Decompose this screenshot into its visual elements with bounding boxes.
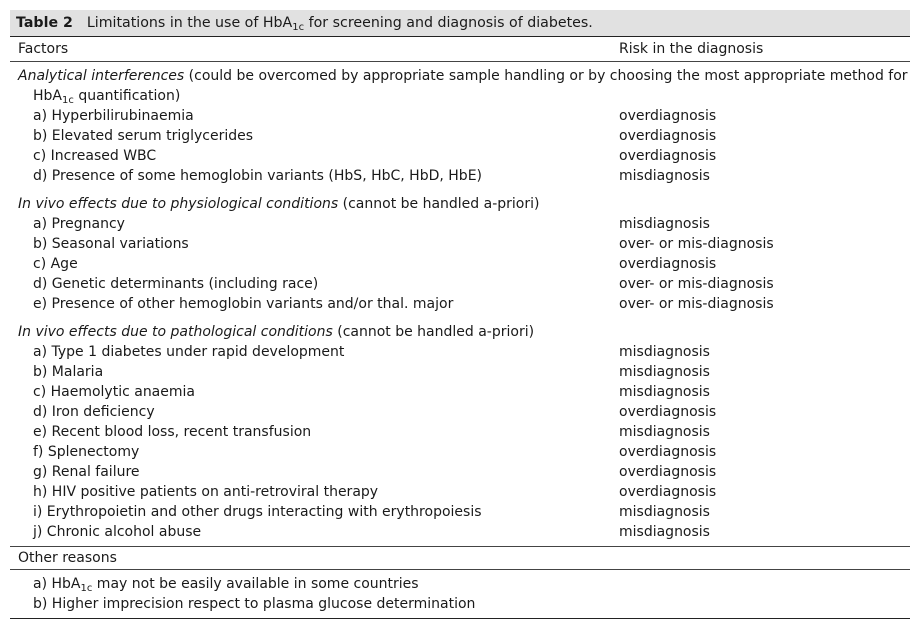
risk-cell: overdiagnosis bbox=[619, 148, 717, 164]
risk-cell: misdiagnosis bbox=[619, 384, 710, 400]
risk-cell: misdiagnosis bbox=[619, 168, 710, 184]
table-row bbox=[10, 294, 910, 314]
risk-cell: misdiagnosis bbox=[619, 504, 710, 520]
limitations-table bbox=[10, 10, 910, 630]
table-row bbox=[10, 126, 910, 146]
risk-cell: overdiagnosis bbox=[619, 128, 717, 144]
table-caption bbox=[10, 10, 910, 36]
table-row bbox=[10, 574, 910, 594]
table-row bbox=[10, 442, 910, 462]
factor-cell: d) Presence of some hemoglobin variants (HbS, HbC, HbD, HbE) bbox=[33, 168, 482, 184]
factor-cell: b) Seasonal variations bbox=[33, 236, 189, 252]
factor-cell: d) Iron deficiency bbox=[33, 404, 155, 420]
risk-cell: overdiagnosis bbox=[619, 484, 717, 500]
table-row bbox=[10, 422, 910, 442]
section-title: In vivo effects due to physiological conditions (cannot be handled a-priori) bbox=[18, 196, 540, 212]
section-pathological bbox=[10, 322, 910, 542]
factor-cell: a) Pregnancy bbox=[33, 216, 125, 232]
risk-cell: misdiagnosis bbox=[619, 424, 710, 440]
section-other-reasons bbox=[10, 547, 910, 614]
factor-cell: i) Erythropoietin and other drugs interacting with erythropoiesis bbox=[33, 504, 482, 520]
factor-cell: g) Renal failure bbox=[33, 464, 140, 480]
table-row bbox=[10, 342, 910, 362]
table-row bbox=[10, 362, 910, 382]
section-physiological bbox=[10, 194, 910, 314]
table-row bbox=[10, 106, 910, 126]
factor-cell: a) Hyperbilirubinaemia bbox=[33, 108, 194, 124]
factor-cell: c) Age bbox=[33, 256, 78, 272]
risk-cell: overdiagnosis bbox=[619, 108, 717, 124]
risk-cell: overdiagnosis bbox=[619, 464, 717, 480]
table-row bbox=[10, 274, 910, 294]
table-row bbox=[10, 594, 910, 614]
factor-cell: h) HIV positive patients on anti-retroviral therapy bbox=[33, 484, 379, 500]
risk-cell: overdiagnosis bbox=[619, 444, 717, 460]
factor-cell: b) Malaria bbox=[33, 364, 104, 380]
risk-cell: misdiagnosis bbox=[619, 216, 710, 232]
factor-cell: d) Genetic determinants (including race) bbox=[33, 276, 319, 292]
factor-cell: a) Type 1 diabetes under rapid development bbox=[33, 344, 345, 360]
table-row bbox=[10, 402, 910, 422]
table-row bbox=[10, 234, 910, 254]
risk-cell: over- or mis-diagnosis bbox=[619, 276, 774, 292]
risk-cell: overdiagnosis bbox=[619, 256, 717, 272]
risk-cell: misdiagnosis bbox=[619, 344, 710, 360]
section-title: In vivo effects due to pathological conditions (cannot be handled a-priori) bbox=[18, 324, 535, 340]
section-analytical bbox=[10, 66, 910, 186]
column-header-row bbox=[10, 37, 910, 61]
risk-cell: misdiagnosis bbox=[619, 524, 710, 540]
table-row bbox=[10, 166, 910, 186]
factor-cell: b) Elevated serum triglycerides bbox=[33, 128, 254, 144]
table-row bbox=[10, 214, 910, 234]
factor-cell: e) Presence of other hemoglobin variants and/or thal. major bbox=[33, 296, 454, 312]
factor-cell: a) HbA$_{1c}$ may not be easily available in some countries bbox=[33, 576, 419, 594]
column-header-risk: Risk in the diagnosis bbox=[619, 41, 764, 57]
factor-cell: j) Chronic alcohol abuse bbox=[33, 524, 202, 540]
factor-cell: f) Splenectomy bbox=[33, 444, 140, 460]
risk-cell: misdiagnosis bbox=[619, 364, 710, 380]
table-row bbox=[10, 462, 910, 482]
table-row bbox=[10, 522, 910, 542]
risk-cell: over- or mis-diagnosis bbox=[619, 296, 774, 312]
factor-cell: e) Recent blood loss, recent transfusion bbox=[33, 424, 312, 440]
table-row bbox=[10, 482, 910, 502]
factor-cell: c) Increased WBC bbox=[33, 148, 157, 164]
factor-cell: c) Haemolytic anaemia bbox=[33, 384, 195, 400]
table-row bbox=[10, 382, 910, 402]
column-header-factors: Factors bbox=[18, 41, 69, 57]
caption-text: Limitations in the use of HbA$_{1c}$ for screening and diagnosis of diabetes. bbox=[86, 15, 593, 33]
factor-cell: b) Higher imprecision respect to plasma glucose determination bbox=[33, 596, 476, 612]
section-title: Analytical interferences (could be overcomed by appropriate sample handling or by choosing the most appropriate method for bbox=[18, 68, 908, 84]
section-title-continued: HbA$_{1c}$ quantification) bbox=[33, 88, 181, 106]
risk-cell: over- or mis-diagnosis bbox=[619, 236, 774, 252]
table-row bbox=[10, 502, 910, 522]
section-title: Other reasons bbox=[18, 550, 117, 566]
table-row bbox=[10, 254, 910, 274]
table-row bbox=[10, 146, 910, 166]
table-label: Table 2 bbox=[16, 15, 73, 31]
risk-cell: overdiagnosis bbox=[619, 404, 717, 420]
